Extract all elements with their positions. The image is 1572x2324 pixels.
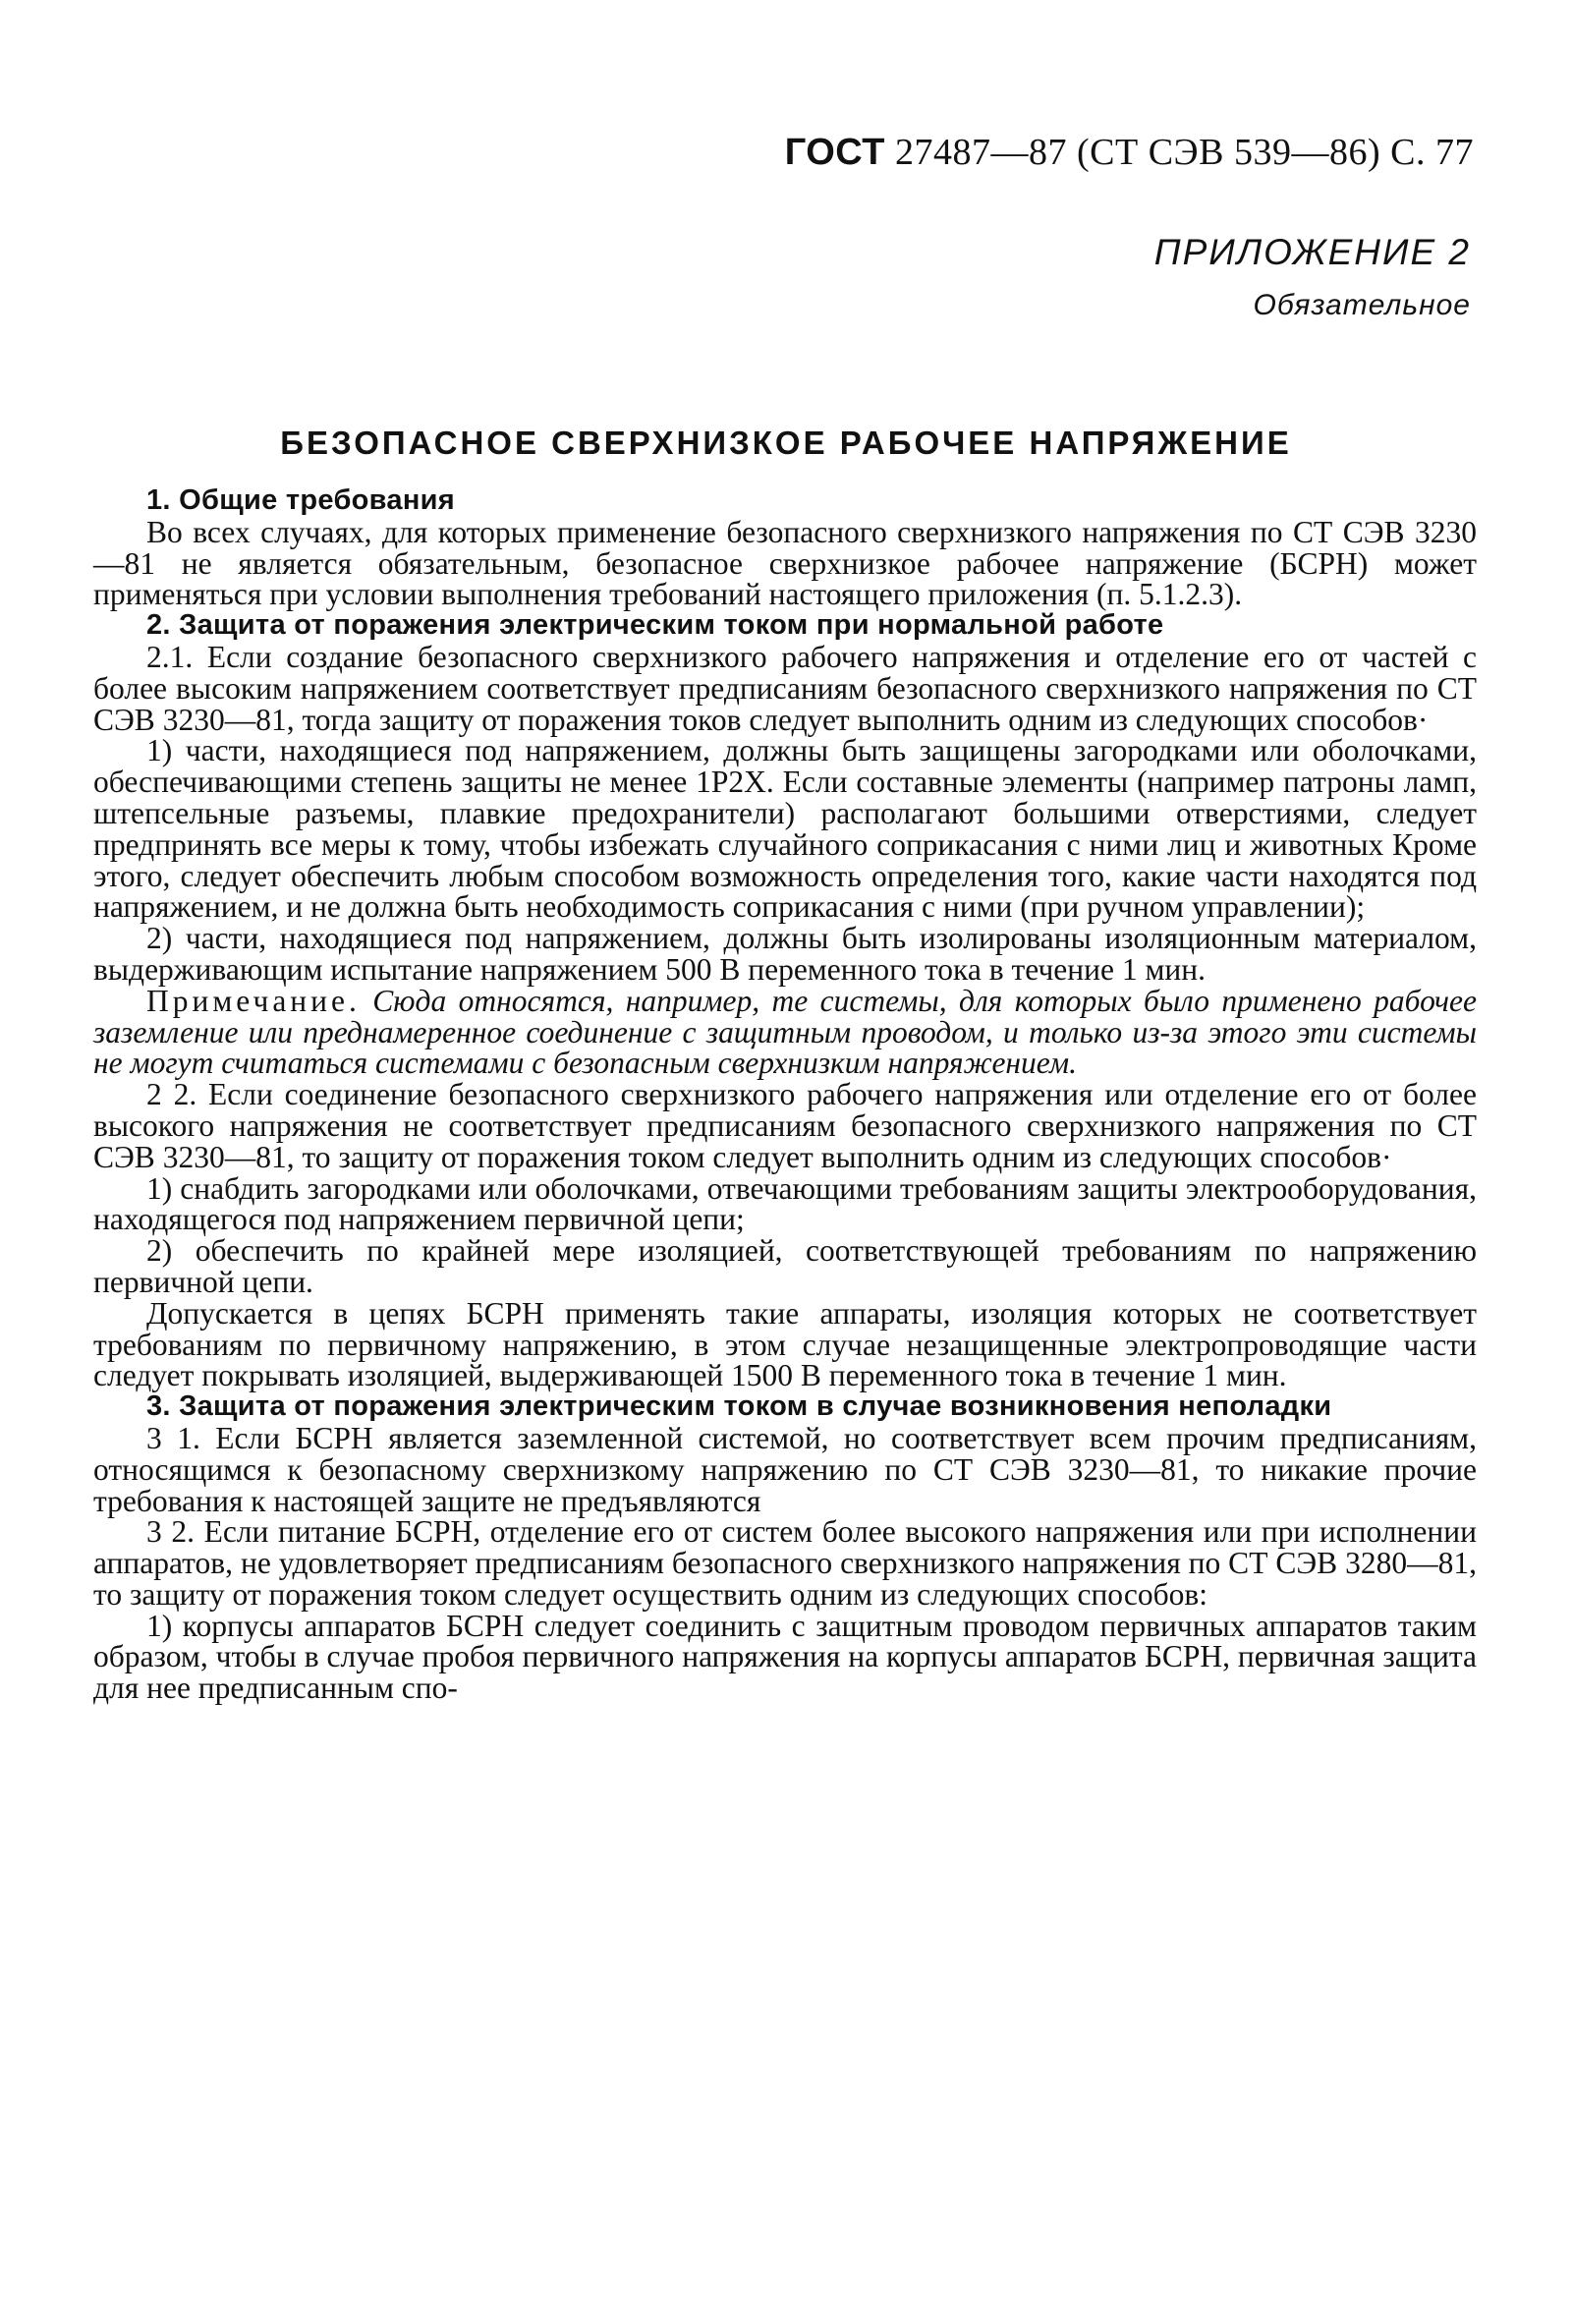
note-text: Сюда относятся, например, те системы, для которых было применено рабочее заземление или преднамеренное соединение с защитным проводом, и только из-за этого эти системы не могут считаться системами с безопасным сверхнизким напряжением. bbox=[93, 983, 1477, 1081]
note-paragraph bbox=[93, 983, 1477, 1081]
document-body bbox=[93, 485, 1477, 1704]
paragraph-1-intro: Во всех случаях, для которых применение безопасного сверхнизкого напряжения по СТ СЭВ 3230—81 не является обязательным, безопасное сверхнизкое рабочее напряжение (БСРН) может применяться при условии выполнения требований настоящего приложения (п. 5.1.2.3). bbox=[93, 514, 1477, 612]
paragraph-2-2-item-2: 2) обеспечить по крайней мере изоляцией, соответствующей требованиям по напряжению первичной цепи. bbox=[93, 1233, 1477, 1299]
appendix-status: Обязательное bbox=[1253, 289, 1471, 321]
standard-label: ГОСТ bbox=[784, 132, 885, 173]
paragraph-2-2: 2 2. Если соединение безопасного сверхнизкого рабочего напряжения или отделение его от более высокого напряжения не соответствует предписаниям безопасного сверхнизкого напряжения по СТ СЭВ 3230—81, то защиту от поражения током следует выполнить одним из следующих способов· bbox=[93, 1077, 1477, 1174]
paragraph-3-2-item-1: 1) корпусы аппаратов БСРН следует соединить с защитным проводом первичных аппаратов таким образом, чтобы в случае пробоя первичного напряжения на корпусы аппаратов БСРН, первичная защита для нее предписанным спо- bbox=[93, 1608, 1477, 1706]
paragraph-2-2-item-1: 1) снабдить загородками или оболочками, отвечающими требованиям защиты электрооборудования, находящегося под напряжением первичной цепи; bbox=[93, 1170, 1477, 1237]
running-header bbox=[785, 131, 1474, 174]
note-label: Примечание. bbox=[146, 983, 361, 1018]
paragraph-2-2-allowance: Допускается в цепях БСРН применять такие аппараты, изоляция которых не соответствует требованиям по первичному напряжению, в этом случае незащищенные электропроводящие части следует покрывать изоляцией, выдерживающей 1500 В переменного тока в течение 1 мин. bbox=[93, 1295, 1477, 1393]
paragraph-3-1: 3 1. Если БСРН является заземленной системой, но соответствует всем прочим предписаниям, относящимся к безопасному сверхнизкому напряжению по СТ СЭВ 3230—81, то никакие прочие требования к настоящей защите не предъявляются bbox=[93, 1420, 1477, 1518]
page-title: БЕЗОПАСНОЕ СВЕРХНИЗКОЕ РАБОЧЕЕ НАПРЯЖЕНИЕ bbox=[280, 425, 1292, 461]
appendix-title: ПРИЛОЖЕНИЕ 2 bbox=[1153, 232, 1471, 272]
paragraph-2-1: 2.1. Если создание безопасного сверхнизкого рабочего напряжения и отделение его от частей с более высоким напряжением соответствует предписаниям безопасного сверхнизкого напряжения по СТ СЭВ 3230—81, тогда защиту от поражения токов следует выполнить одним из следующих способов· bbox=[93, 639, 1477, 737]
paragraph-2-1-item-2: 2) части, находящиеся под напряжением, должны быть изолированы изоляционным материалом, выдерживающим испытание напряжением 500 В переменного тока в течение 1 мин. bbox=[93, 921, 1477, 987]
paragraph-3-2: 3 2. Если питание БСРН, отделение его от систем более высокого напряжения или при исполнении аппаратов, не удовлетворяет предписаниям безопасного сверхнизкого напряжения по СТ СЭВ 3280—81, то защиту от поражения током следует осуществить одним из следующих способов: bbox=[93, 1514, 1477, 1612]
paragraph-2-1-item-1: 1) части, находящиеся под напряжением, должны быть защищены загородками или оболочками, обеспечивающими степень защиты не менее 1Р2Х. Если составные элементы (например патроны ламп, штепсельные разъемы, плавкие предохранители) располагают большими отверстиями, следует предпринять все меры к тому, чтобы избежать случайного соприкасания с ними лиц и животных Кроме этого, следует обеспечить любым способом возможность определения того, какие части находятся под напряжением, и не должна быть необходимость соприкасания с ними (при ручном управлении); bbox=[93, 733, 1477, 925]
section-heading-1: 1. Общие требования bbox=[146, 484, 456, 516]
section-heading-2: 2. Защита от поражения электрическим током при нормальной работе bbox=[146, 609, 1164, 642]
section-heading-3: 3. Защита от поражения электрическим током в случае возникновения неполадки bbox=[146, 1390, 1332, 1423]
standard-designation: 27487—87 (СТ СЭВ 539—86) С. 77 bbox=[895, 132, 1474, 173]
